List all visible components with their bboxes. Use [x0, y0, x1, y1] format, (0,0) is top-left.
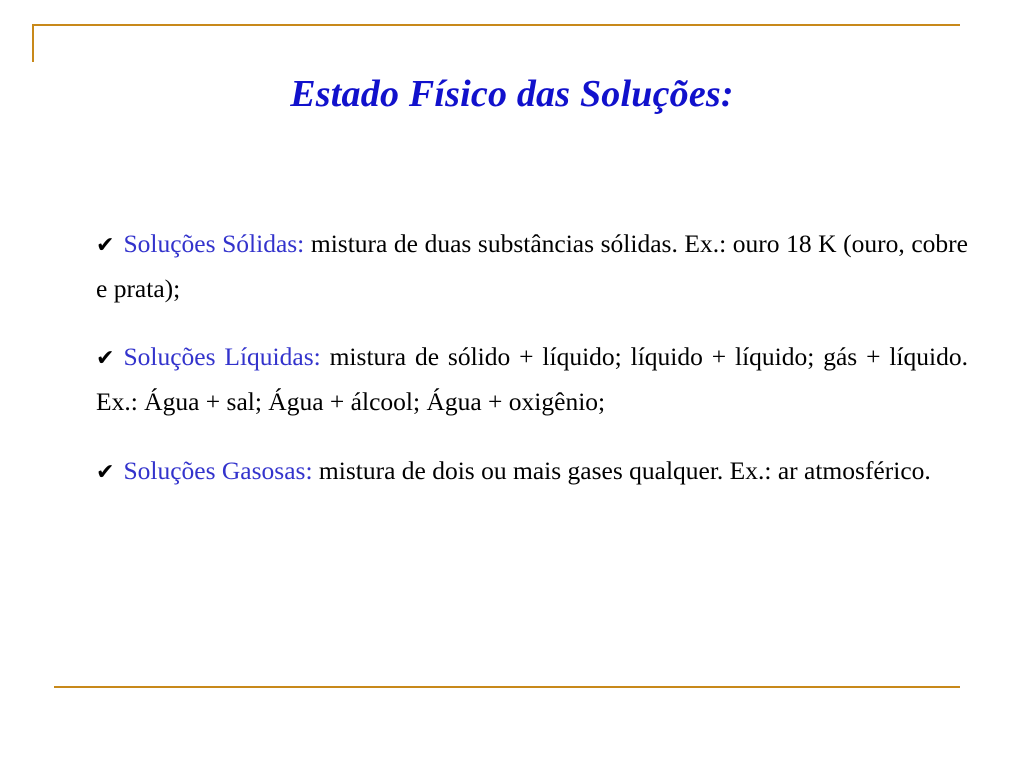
top-gold-rule	[32, 24, 960, 26]
list-item-text: mistura de dois ou mais gases qualquer. Ex.: ar atmosférico.	[312, 455, 931, 485]
checkmark-icon: ✔	[96, 346, 115, 371]
checkmark-icon: ✔	[96, 232, 115, 258]
list-item-lead: Soluções Líquidas:	[123, 342, 321, 371]
list-item-lead: Soluções Sólidas:	[123, 228, 305, 258]
page-title: Estado Físico das Soluções:	[290, 73, 734, 115]
left-gold-rule	[32, 24, 34, 62]
list-item-text: mistura de duas substâncias sólidas. Ex.: ouro 18 K (ouro, cobre e prata);	[96, 228, 968, 303]
bullet-list	[96, 196, 968, 494]
list-item	[96, 335, 968, 423]
checkmark-icon: ✔	[96, 459, 115, 485]
bottom-gold-rule	[54, 686, 960, 688]
list-item-lead: Soluções Gasosas:	[123, 455, 313, 485]
list-item	[96, 222, 968, 310]
list-item	[96, 449, 968, 494]
list-item-text: mistura de sólido + líquido; líquido + líquido; gás + líquido. Ex.: Água + sal; Água + álcool; Água + oxigênio;	[96, 342, 968, 416]
